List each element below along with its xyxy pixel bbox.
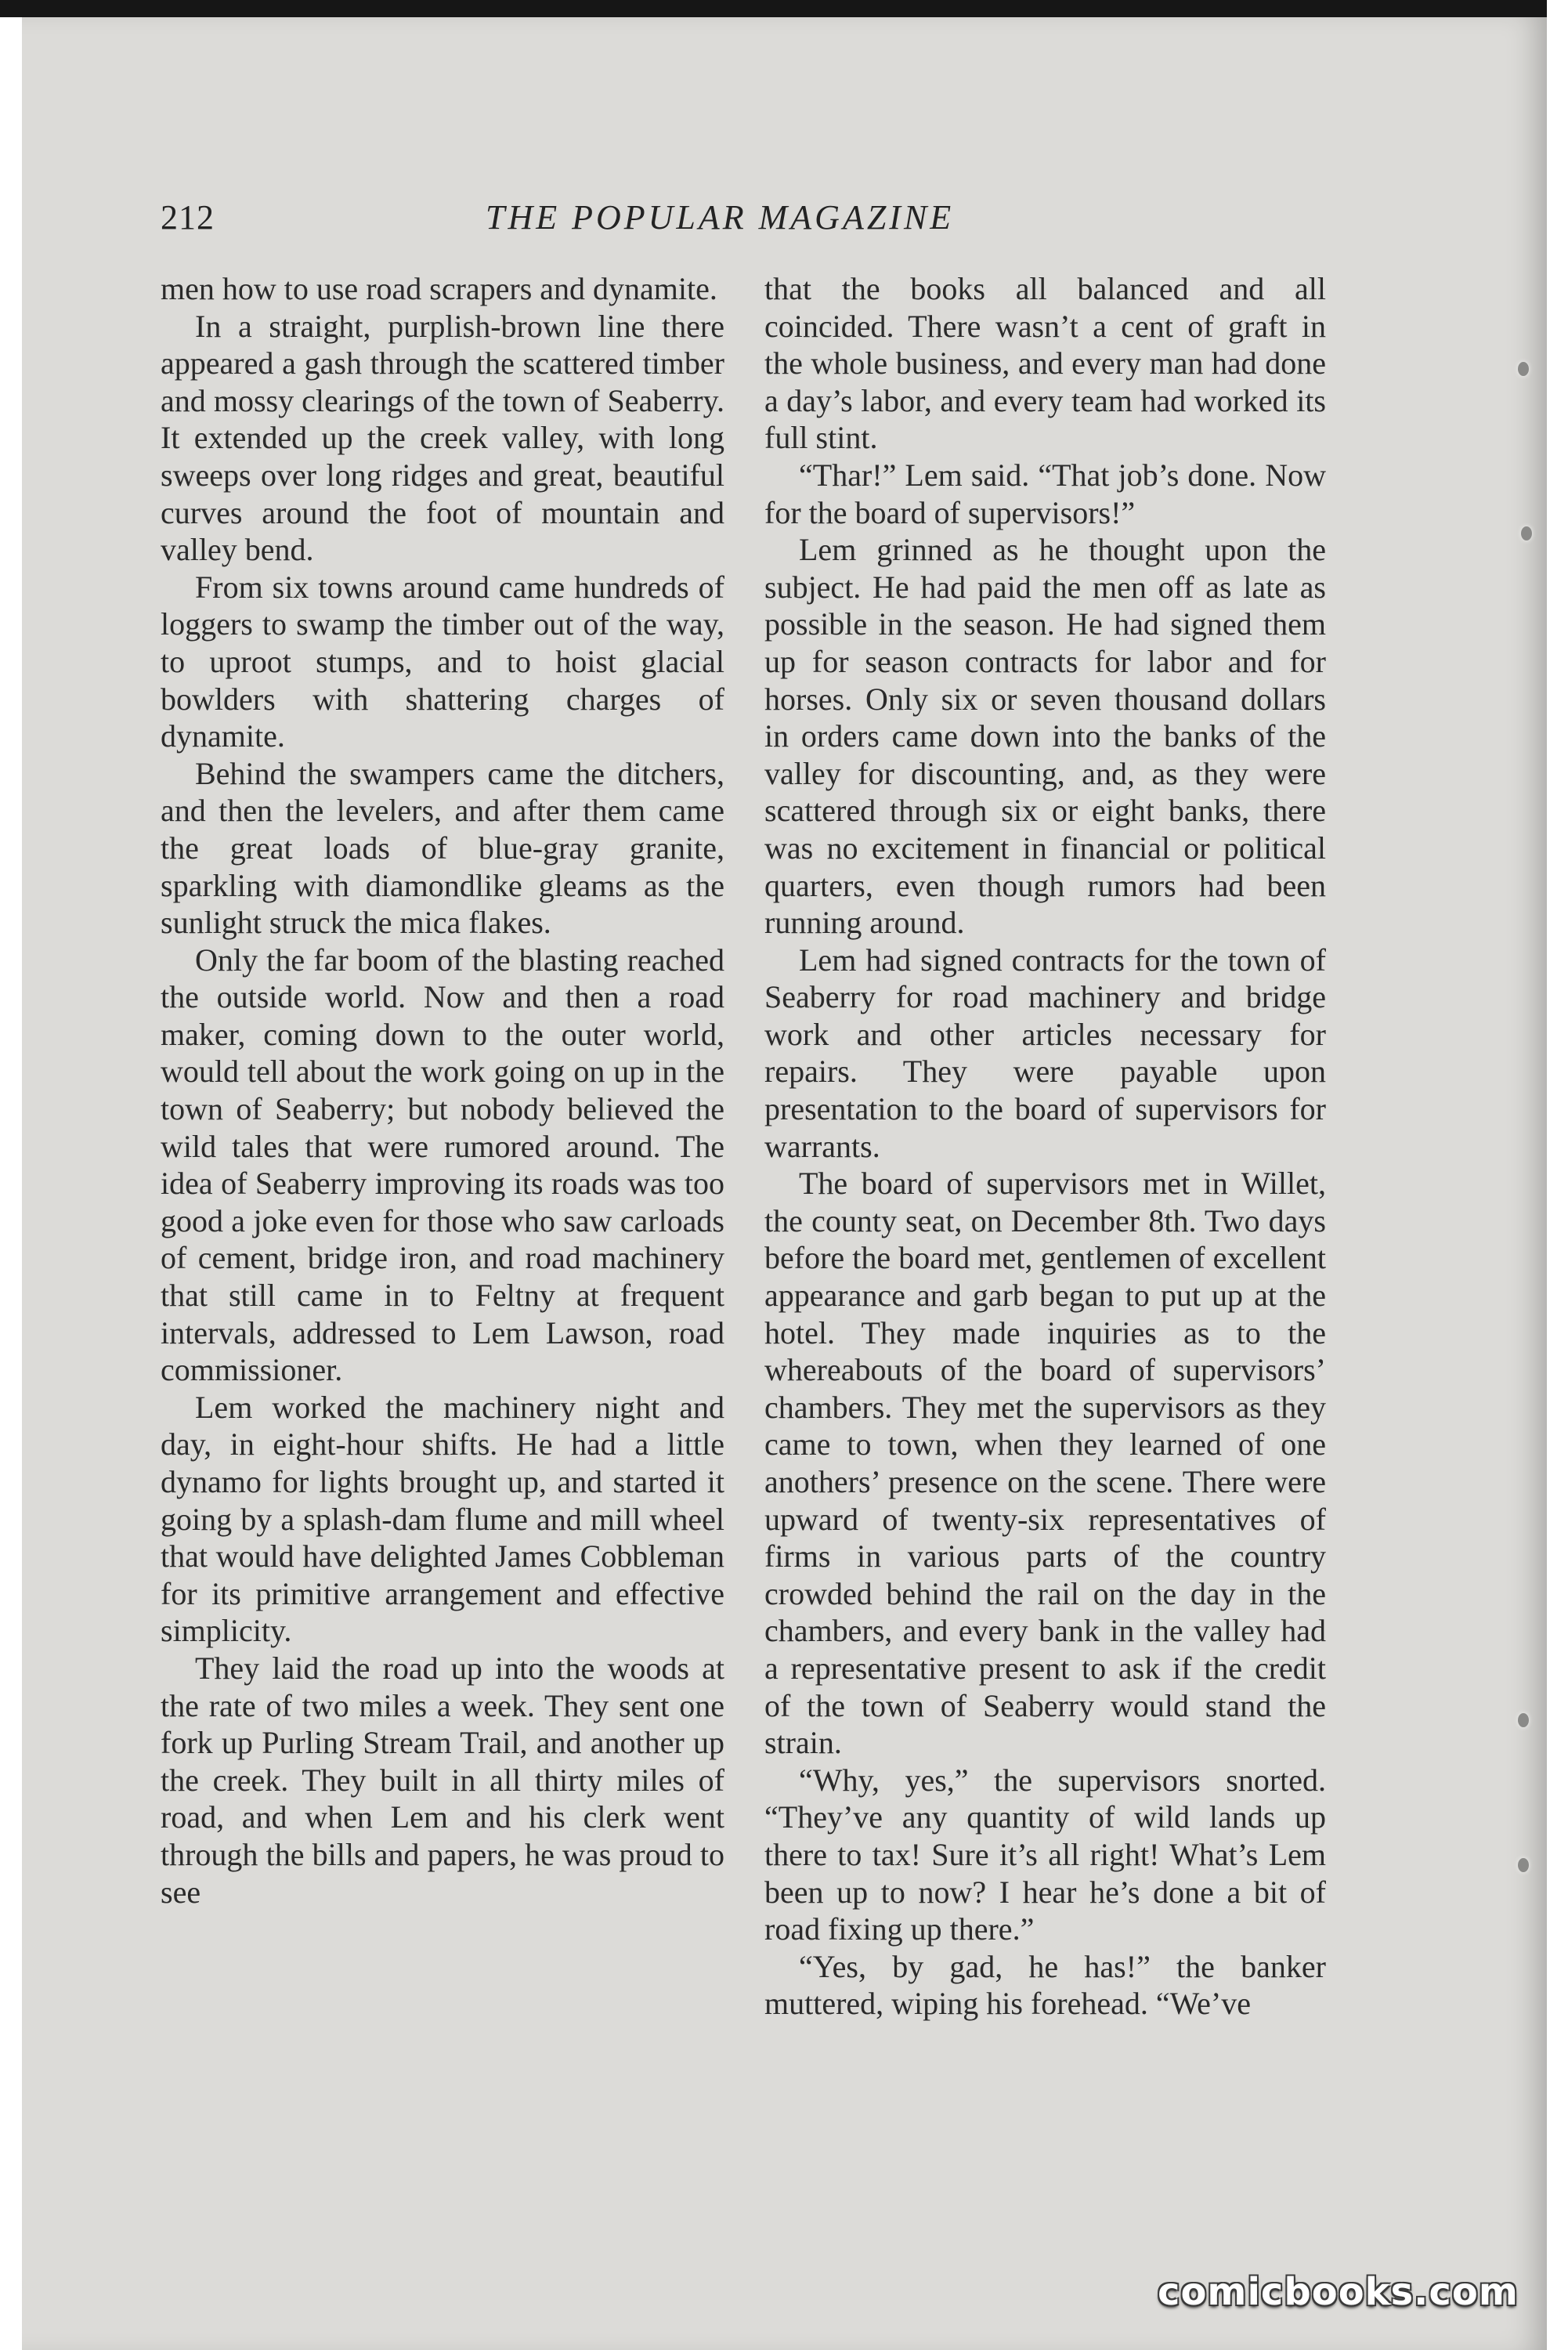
paragraph: Lem worked the machinery night and day, in eight-hour shifts. He had a little dynamo for lights brought up, and started it going by a splash-dam flume and mill wheel that would have delighted James Cobbleman for its primitive arrangement and effective simplicity. (161, 1389, 724, 1649)
paragraph: Behind the swampers came the ditchers, and then the levelers, and after them came the great loads of blue-gray granite, sparkling with diamondlike gleams as the sunlight struck the mica flakes. (161, 755, 724, 941)
paragraph: that the books all balanced and all coincided. There wasn’t a cent of graft in the whole business, and every man had done a day’s labor, and every team had worked its full stint. (764, 271, 1326, 456)
paragraph: “Thar!” Lem said. “That job’s done. Now for the board of supervisors!” (764, 457, 1326, 530)
top-black-rule (0, 0, 1547, 17)
page-number: 212 (161, 198, 215, 237)
paragraph: “Yes, by gad, he has!” the banker muttered, wiping his forehead. “We’ve (764, 1948, 1326, 2022)
paragraph: Only the far boom of the blasting reached the outside world. Now and then a road maker, coming down to the outer world, would tell about the work going on up in the town of Seaberry; but nobody believed the wild tales that were rumored around. The idea of Seaberry improving its roads was too good a joke even for those who saw carloads of cement, bridge iron, and road machinery that still came in to Feltny at frequent intervals, addressed to Lem Lawson, road commissioner. (161, 942, 724, 1388)
running-head-title: THE POPULAR MAGAZINE (486, 198, 955, 237)
paragraph: In a straight, purplish-brown line there appeared a gash through the scattered timber and mossy clearings of the town of Seaberry. It extended up the creek valley, with long sweeps over long ridges and great, beautiful curves around the foot of mountain and valley bend. (161, 308, 724, 568)
paragraph: men how to use road scrapers and dynamite. (161, 271, 717, 306)
binding-hole-mark (1518, 1858, 1529, 1872)
paragraph: They laid the road up into the woods at the rate of two miles a week. They sent one fork up Purling Stream Trail, and another up the creek. They built in all thirty miles of road, and when Lem and his clerk went through the bills and papers, he was proud to see (161, 1650, 724, 1910)
binding-hole-mark (1518, 1713, 1529, 1727)
left-text-column (161, 270, 724, 1911)
paragraph: Lem had signed contracts for the town of Seaberry for road machinery and bridge work and other articles necessary for repairs. They were payable upon presentation to the board of supervisors for warrants. (764, 942, 1326, 1164)
paragraph: Lem grinned as he thought upon the subject. He had paid the men off as late as possible in the season. He had signed them up for season contracts for labor and for horses. Only six or seven thousand dollars in orders came down into the banks of the valley for discounting, and, as they were scattered through six or eight banks, there was no excitement in financial or political quarters, even though rumors had been running around. (764, 532, 1326, 941)
paragraph: From six towns around came hundreds of loggers to swamp the timber out of the way, to uproot stumps, and to hoist glacial bowlders with shattering charges of dynamite. (161, 569, 724, 754)
binding-hole-mark (1518, 362, 1529, 376)
paragraph: “Why, yes,” the supervisors snorted. “They’ve any quantity of wild lands up there to tax! Sure it’s all right! What’s Lem been up to now? I hear he’s done a bit of road fixing up there.” (764, 1762, 1326, 1947)
scan-margin (1547, 0, 1568, 2350)
right-text-column (764, 270, 1326, 2023)
paragraph: The board of supervisors met in Willet, the county seat, on December 8th. Two days before the board met, gentlemen of excellent appearance and garb began to put up at the hotel. They made inquiries as to the whereabouts of the board of supervisors’ chambers. They met the supervisors as they came to town, when they learned of one anothers’ presence on the scene. There were upward of twenty-six representatives of firms in various parts of the country crowded behind the rail on the day in the chambers, and every bank in the valley had a representative present to ask if the credit of the town of Seaberry would stand the strain. (764, 1166, 1326, 1761)
watermark-logo: comicbooks.com (1158, 2270, 1519, 2314)
binding-hole-mark (1521, 526, 1532, 540)
